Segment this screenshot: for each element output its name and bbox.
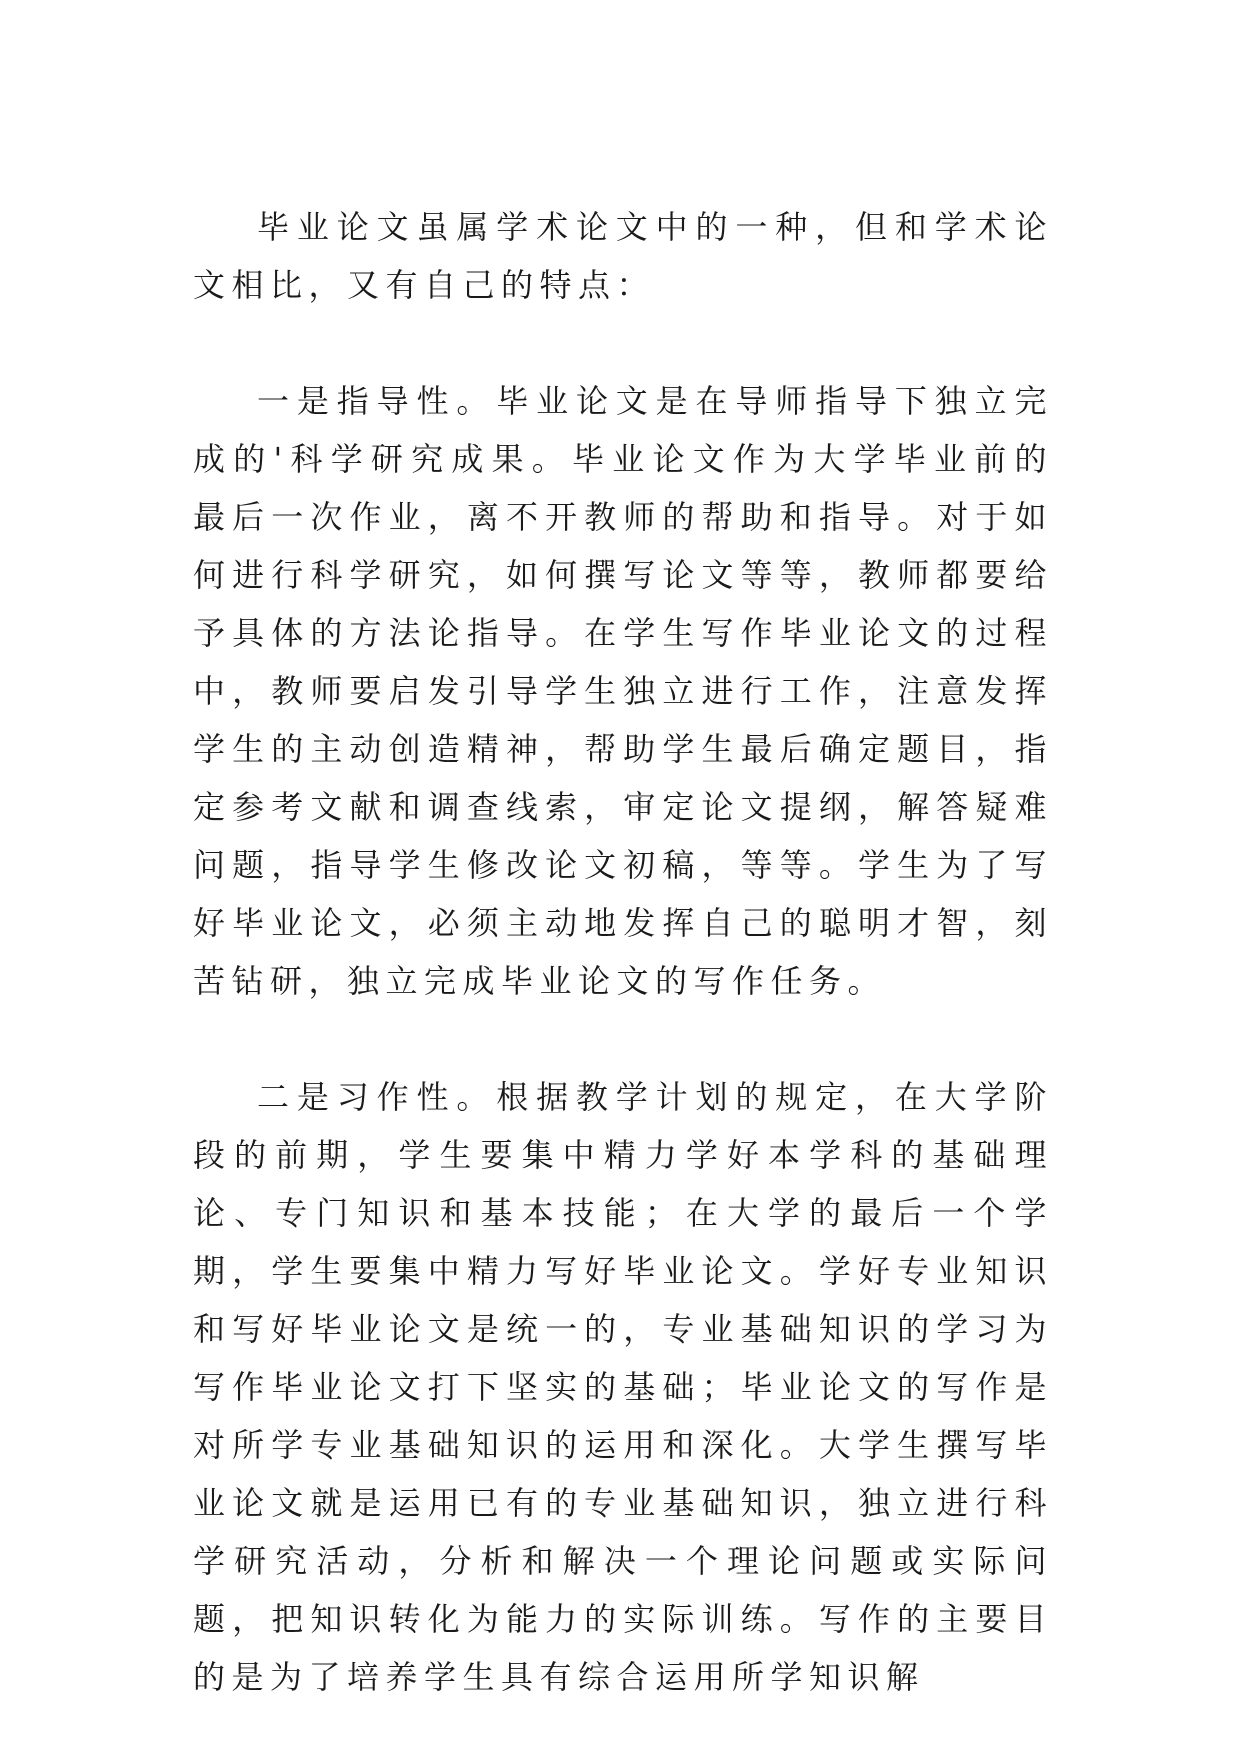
paragraph-practice: 二是习作性。根据教学计划的规定，在大学阶段的前期，学生要集中精力学好本学科的基础理论、专门知识和基本技能；在大学的最后一个学期，学生要集中精力写好毕业论文。学好专业知识和写好毕业论文是统一的，专业基础知识的学习为写作毕业论文打下坚实的基础；毕业论文的写作是对所学专业基础知识的运用和深化。大学生撰写毕业论文就是运用已有的专业基础知识，独立进行科学研究活动，分析和解决一个理论问题或实际问题，把知识转化为能力的实际训练。写作的主要目的是为了培养学生具有综合运用所学知识解 [193, 1078, 1053, 1696]
paragraph-guidance: 一是指导性。毕业论文是在导师指导下独立完成的'科学研究成果。毕业论文作为大学毕业前的最后一次作业，离不开教师的帮助和指导。对于如何进行科学研究，如何撰写论文等等，教师都要给予具体的方法论指导。在学生写作毕业论文的过程中，教师要启发引导学生独立进行工作，注意发挥学生的主动创造精神，帮助学生最后确定题目，指定参考文献和调查线索，审定论文提纲，解答疑难问题，指导学生修改论文初稿，等等。学生为了写好毕业论文，必须主动地发挥自己的聪明才智，刻苦钻研，独立完成毕业论文的写作任务。 [193, 382, 1053, 1000]
paragraph-spacer [193, 314, 1053, 372]
document-body [193, 198, 1053, 1706]
paragraph-intro: 毕业论文虽属学术论文中的一种，但和学术论文相比，又有自己的特点： [193, 208, 1053, 304]
paragraph-spacer [193, 1010, 1053, 1068]
